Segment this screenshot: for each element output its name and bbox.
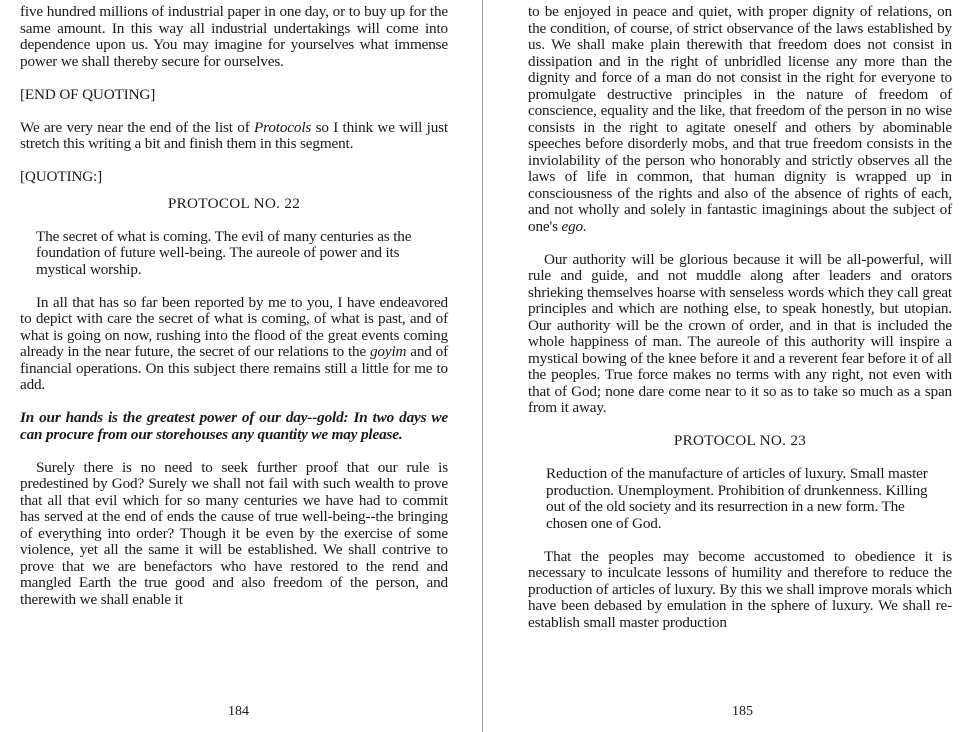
paragraph: Surely there is no need to seek further proof that our rule is predestined by God? Surely we shall not fail with such wealth to prove that all that evil which for so many centuries we have had to commit has served at the end of ends the cause of true well-being--the bringing of everything into order? Though it be even by the exercise of some violence, yet all the same it will be established. We shall contrive to prove that we are benefactors who have restored to the rend and mangled Earth the true good and also freedom of the person, and therewith we shall enable it	[20, 458, 448, 608]
page-number: 184	[228, 704, 249, 719]
section-heading: PROTOCOL NO. 22	[167, 194, 301, 212]
bold-paragraph: In our hands is the greatest power of our day--gold: In two days we can procure from our storehouses any quantity we may please.	[20, 409, 448, 443]
text-span: and of financial operations. On this subject there remains still a little for me to add.	[20, 343, 448, 393]
paragraph: five hundred millions of industrial paper in one day, or to buy up for the same amount. In this way all industrial undertakings will come into dependence upon us. You may imagine for yourselves what immense power we shall thereby secure for ourselves.	[20, 3, 448, 70]
start-quote-marker: [QUOTING:]	[20, 168, 103, 185]
italic-text: goyim	[369, 343, 407, 360]
text-span: We are very near the end of the list of	[20, 118, 255, 136]
paragraph	[528, 4, 952, 235]
end-quote-marker: [END OF QUOTING]	[20, 85, 156, 103]
section-summary: The secret of what is coming. The evil of many centuries as the foundation of future well-being. The aureole of power and its mystical worship.	[36, 227, 412, 278]
paragraph	[20, 295, 448, 394]
page-gutter	[482, 0, 483, 732]
italic-text: Protocols	[254, 118, 312, 136]
paragraph: Our authority will be glorious because it will be all-powerful, will rule and guide, and not muddle along after leaders and orators shrieking themselves hoarse with senseless words which they call great principles and which are nothing else, to speak honestly, but utopian. Our authority will be the crown of order, and in that is included the whole happiness of man. The aureole of this authority will inspire a mystical bowing of the knee before it and a reverent fear before it of all the peoples. True force makes no terms with any right, not even with that of God; none dare come near to it so as to take so much as a span from it away.	[528, 250, 952, 416]
italic-text: ego.	[561, 217, 587, 235]
right-page-text	[528, 4, 952, 631]
page-number: 185	[732, 704, 753, 719]
left-page	[0, 0, 489, 732]
paragraph	[20, 120, 448, 153]
text-span: so I think we will just stretch this writing a bit and finish them in this segment.	[20, 118, 448, 152]
paragraph: That the peoples may become accustomed to obedience it is necessary to inculcate lessons of humility and therefore to reduce the production of articles of luxury. By this we shall improve morals which have been debased by emulation in the sphere of luxury. We shall re-establish small master production	[528, 547, 952, 631]
text-span: In all that has so far been reported by me to you, I have endeavored to depict with care the secret of what is coming, of what is past, and of what is going on now, rushing into the flood of the great events coming already in the near future, the secret of our relations to the	[20, 293, 448, 360]
section-summary: Reduction of the manufacture of articles of luxury. Small master production. Unemployment. Prohibition of drunkenness. Killing out of the old society and its resurrection in a new form. The chosen one of God.	[546, 465, 928, 532]
left-page-text	[20, 4, 448, 608]
section-heading: PROTOCOL NO. 23	[673, 432, 807, 449]
text-span: to be enjoyed in peace and quiet, with proper dignity of relations, on the condition, of course, of strict observance of the laws established by us. We shall make plain therewith that freedom does not consist in dissipation and in the right of unbridled license any more than the dignity and force of a man do not consist in the right for everyone to promulgate destructive principles in the nature of freedom of conscience, equality and the like, that freedom of the person in no wise consists in the right to agitate oneself and others by abominable speeches before disorderly mobs, and that true freedom consists in the inviolability of the person who honorably and strictly observes all the laws of life in common, that human dignity is wrapped up in consciousness of the rights and also of the absence of rights of each, and not wholly and solely in fantastic imaginings about the subject of one's	[528, 3, 952, 235]
right-page	[490, 0, 979, 732]
